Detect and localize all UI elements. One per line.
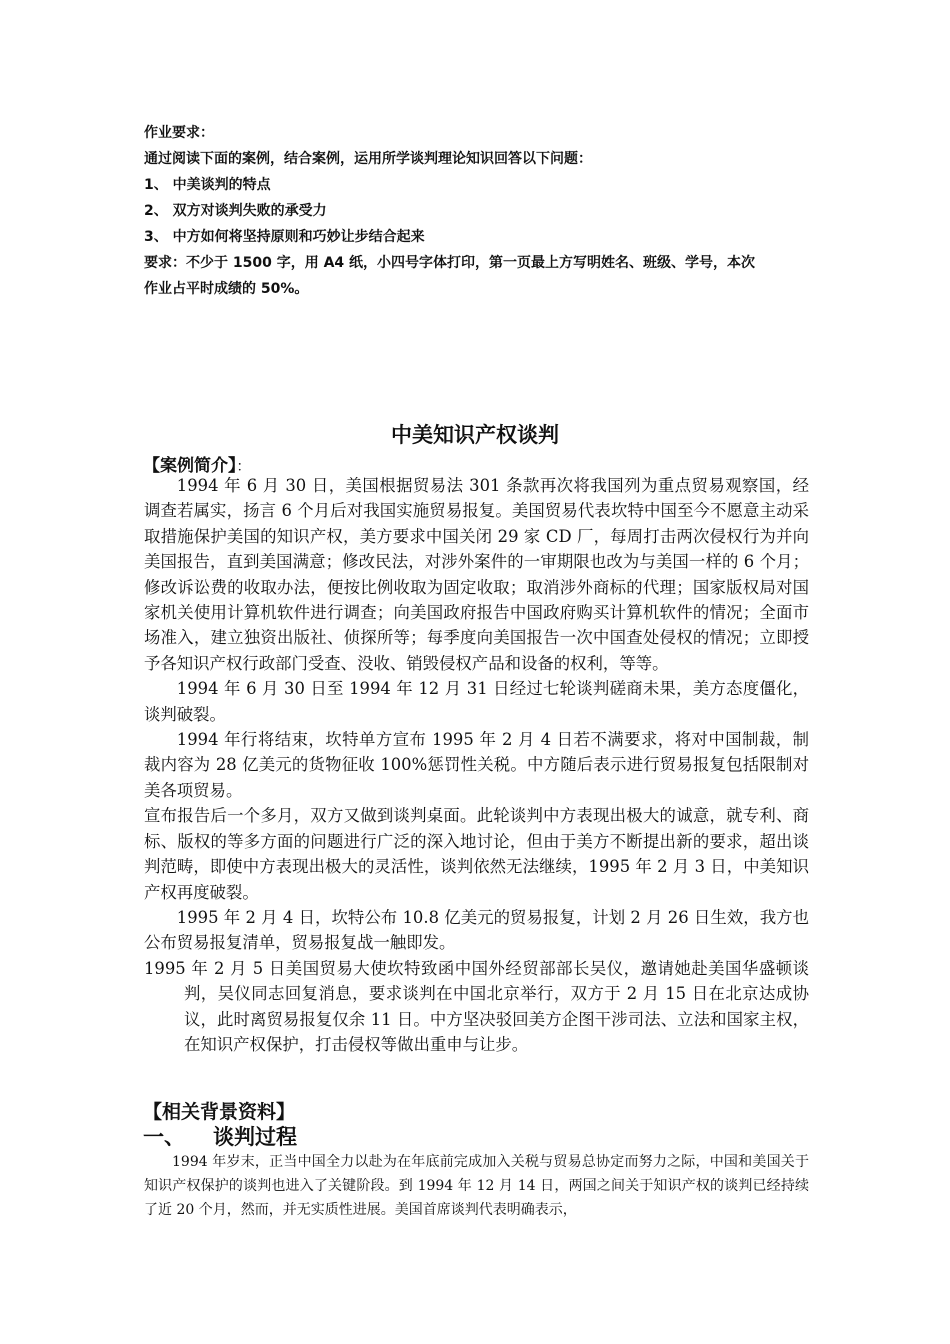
case-intro-label-text: 【案例简介】	[143, 456, 237, 476]
requirements-intro: 通过阅读下面的案例，结合案例，运用所学谈判理论知识回答以下问题：	[144, 151, 592, 167]
requirements-note-line-1: 要求：不少于 1500 字，用 A4 纸，小四号字体打印，第一页最上方写明姓名、班级、学号，本次	[144, 255, 756, 271]
case-paragraph-1: 1994 年 6 月 30 日，美国根据贸易法 301 条款再次将我国列为重点贸易观察国，经调查若属实，扬言 6 个月后对我国实施贸易报复。美国贸易代表坎特中国至今不愿意主动采取措施保护美国的知识产权，美方要求中国关闭 29 家 CD 厂，每周打击两次侵权行为并向美国报告，直到美国满意；修改民法，对涉外案件的一审期限也改为与美国一样的 6 个月；修改诉讼费的收取办法，便按比例收取为固定收取；取消涉外商标的代理；国家版权局对国家机关使用计算机软件进行调查；向美国政府报告中国政府购买计算机软件的情况；全面市场准入，建立独资出版社、侦探所等；每季度向美国报告一次中国查处侵权的情况；立即授予各知识产权行政部门受查、没收、销毁侵权产品和设备的权利，等等。	[144, 476, 809, 673]
case-body	[144, 473, 809, 1057]
requirements-note-line-2: 作业占平时成绩的 50%。	[144, 281, 309, 297]
case-paragraph-5: 1995 年 2 月 4 日，坎特公布 10.8 亿美元的贸易报复，计划 2 月 26 日生效，我方也公布贸易报复清单，贸易报复战一触即发。	[144, 907, 809, 953]
question-1: 1、 中美谈判的特点	[144, 177, 271, 193]
section-heading	[143, 1121, 297, 1151]
question-2: 2、 双方对谈判失败的承受力	[144, 203, 327, 219]
assignment-requirements	[144, 120, 824, 302]
case-paragraph-6: 1995 年 2 月 5 日美国贸易大使坎特致函中国外经贸部部长吴仪，邀请她赴美国华盛顿谈判，吴仪同志回复消息，要求谈判在中国北京举行，双方于 2 月 15 日在北京达成协议，此时离贸易报复仅余 11 日。中方坚决驳回美方企图干涉司法、立法和国家主权，在知识产权保护，打击侵权等做出重申与让步。	[144, 958, 809, 1054]
case-paragraph-2: 1994 年 6 月 30 日至 1994 年 12 月 31 日经过七轮谈判磋商未果，美方态度僵化，谈判破裂。	[144, 679, 809, 724]
case-intro-colon: ：	[236, 459, 251, 475]
section-number: 一、	[143, 1125, 185, 1149]
case-paragraph-4: 宣布报告后一个多月，双方又做到谈判桌面。此轮谈判中方表现出极大的诚意，就专利、商标、版权的等多方面的问题进行广泛的深入地讨论，但由于美方不断提出新的要求，超出谈判范畴，即使中方表现出极大的灵活性，谈判依然无法继续，1995 年 2 月 3 日，中美知识产权再度破裂。	[144, 806, 809, 902]
question-3: 3、 中方如何将坚持原则和巧妙让步结合起来	[144, 229, 425, 245]
case-title: 中美知识产权谈判	[391, 423, 559, 447]
section-title: 谈判过程	[213, 1125, 297, 1149]
requirements-heading: 作业要求：	[144, 125, 214, 141]
process-paragraph: 1994 年岁末，正当中国全力以赴为在年底前完成加入关税与贸易总协定而努力之际，中国和美国关于知识产权保护的谈判也进入了关键阶段。到 1994 年 12 月 14 日，两国之间关于知识产权的谈判已经持续了近 20 个月，然而，并无实质性进展。美国首席谈判代表明确表示，	[144, 1154, 809, 1218]
case-paragraph-3: 1994 年行将结束，坎特单方宣布 1995 年 2 月 4 日若不满要求，将对中国制裁，制裁内容为 28 亿美元的货物征收 100%惩罚性关税。中方随后表示进行贸易报复包括限制对美各项贸易。	[144, 730, 809, 800]
background-label: 【相关背景资料】	[143, 1101, 296, 1123]
